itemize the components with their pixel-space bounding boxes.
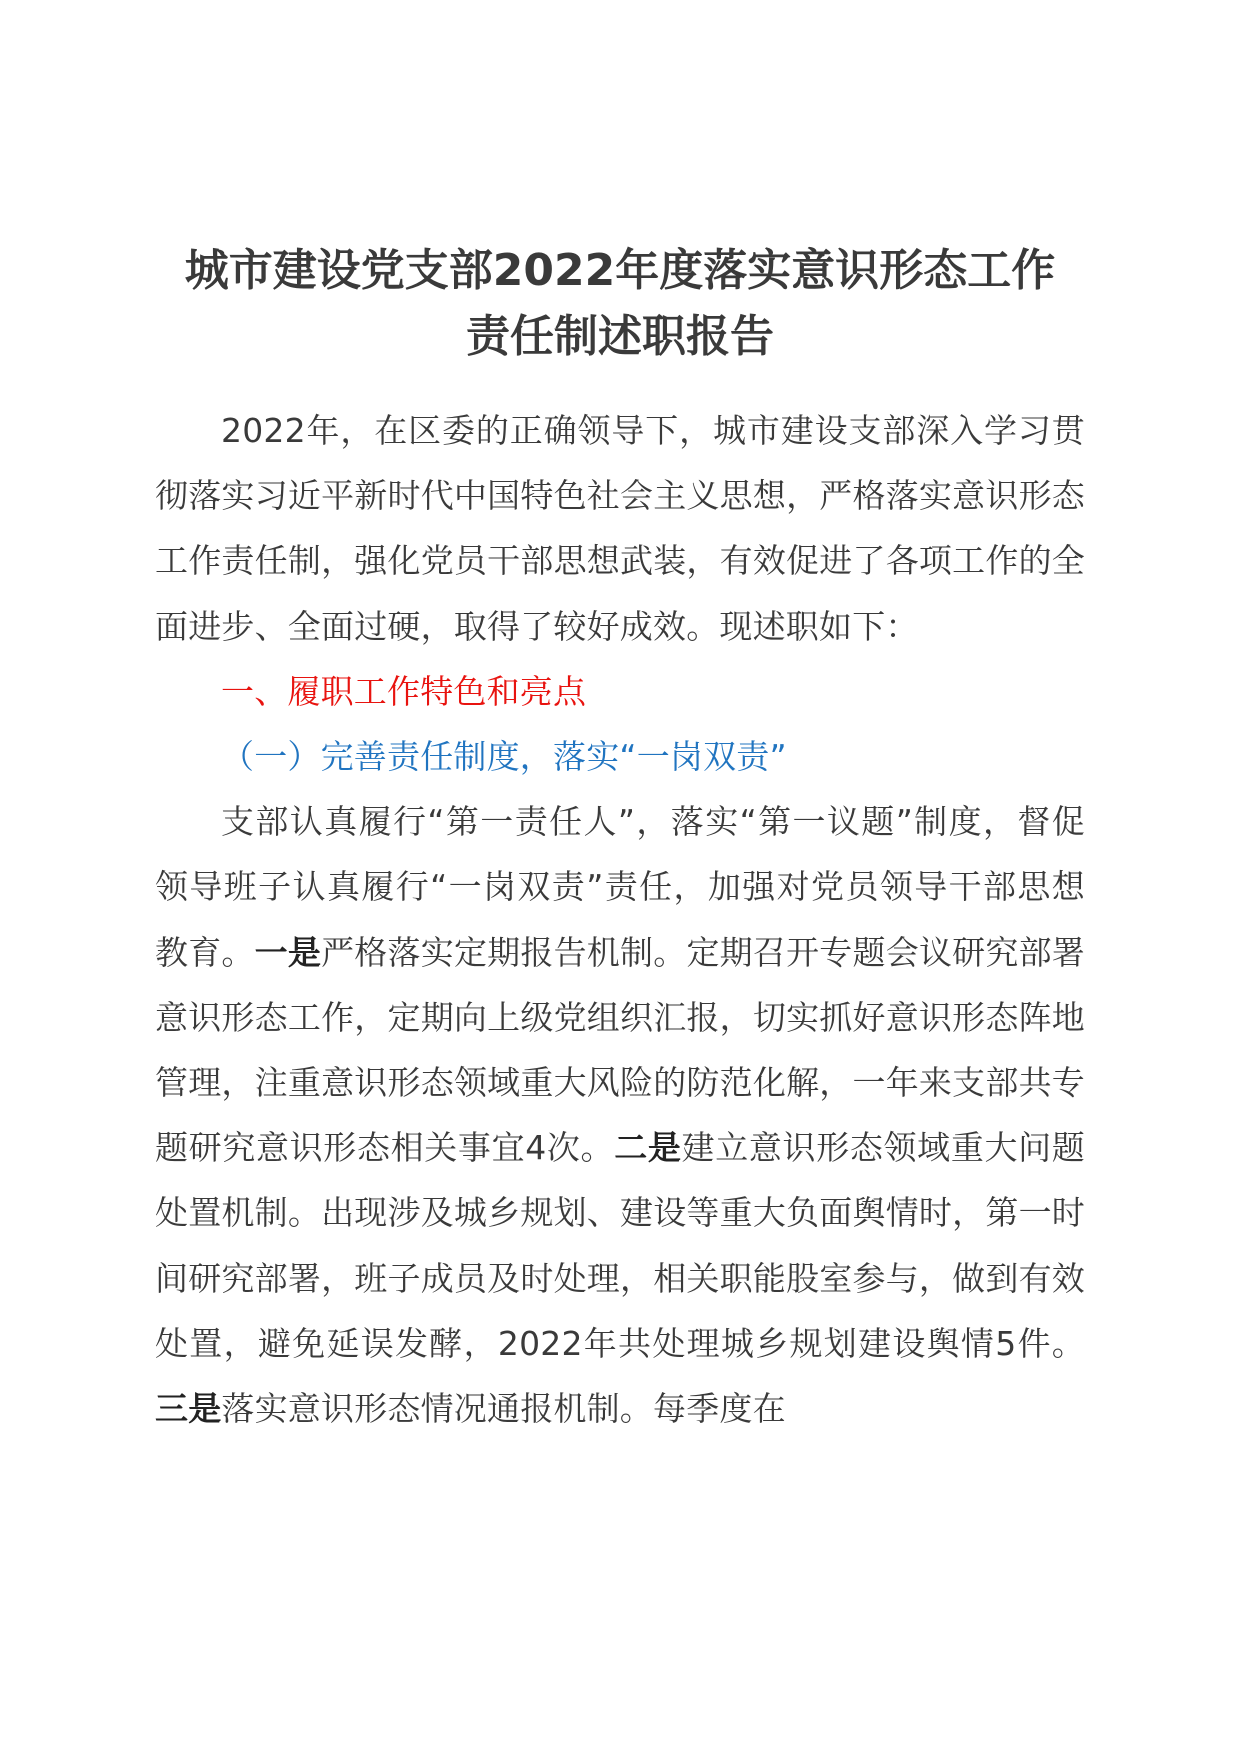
- bold-marker-second: 二是: [614, 1128, 682, 1168]
- paragraph-text: 建立意识形态领域重大问题处置机制。出现涉及城乡规划、建设等重大负面舆情时，第一时间研究部署，班子成员及时处理，相关职能股室参与，做到有效处置，避免延误发酵，2022年共处理城乡规划建设舆情5件。: [155, 1128, 1086, 1363]
- intro-paragraph: 2022年，在区委的正确领导下，城市建设支部深入学习贯彻落实习近平新时代中国特色社会主义思想，严格落实意识形态工作责任制，强化党员干部思想武装，有效促进了各项工作的全面进步、全面过硬，取得了较好成效。现述职如下：: [155, 411, 1085, 646]
- document-body: [155, 398, 1085, 1441]
- paragraph-text: 支部认真履行“第一责任人”，落实“第一议题”制度，督促领导班子认真履行“一岗双责”责任，加强对党员领导干部思想教育。: [155, 802, 1085, 972]
- bold-marker-third: 三是: [155, 1389, 222, 1429]
- body-paragraph: [155, 789, 1085, 1441]
- paragraph-text: 严格落实定期报告机制。定期召开专题会议研究部署意识形态工作，定期向上级党组织汇报，切实抓好意识形态阵地管理，注重意识形态领域重大风险的防范化解，一年来支部共专题研究意识形态相关事宜4次。: [155, 932, 1085, 1168]
- subsection-heading: （一）完善责任制度，落实“一岗双责”: [221, 737, 787, 777]
- bold-marker-first: 一是: [254, 932, 322, 972]
- document-title: [140, 238, 1100, 370]
- title-line-1: 城市建设党支部2022年度落实意识形态工作: [184, 245, 1056, 296]
- title-line-2: 责任制述职报告: [466, 311, 774, 362]
- paragraph-text: 落实意识形态情况通报机制。每季度在: [221, 1389, 786, 1429]
- section-heading: 一、履职工作特色和亮点: [221, 671, 587, 711]
